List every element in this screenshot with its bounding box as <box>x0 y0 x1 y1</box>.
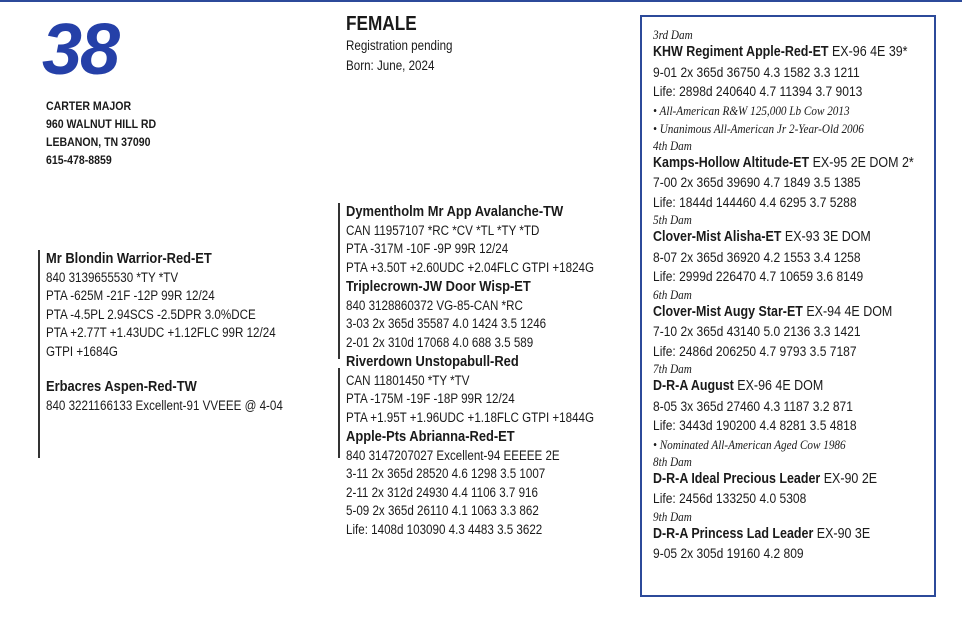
dam-entry-record: 8-05 3x 365d 27460 4.3 1187 3.2 871 <box>653 397 853 414</box>
dam-entry-classification: EX-90 3E <box>816 525 871 542</box>
dam-generation-label: 6th Dam <box>653 286 692 302</box>
dam-entry-5th <box>653 212 914 287</box>
animal-sex: FEMALE <box>346 13 417 35</box>
sire-line: PTA -625M -21F -12P 99R 12/24 <box>46 288 215 303</box>
pedigree-bracket-sire-side <box>338 203 340 359</box>
sire-name: Mr Blondin Warrior-Red-ET <box>46 250 212 267</box>
dam-entry-title <box>653 377 914 397</box>
dam-entry-record: 9-05 2x 305d 19160 4.2 809 <box>653 545 804 561</box>
dam-entry-title <box>653 525 914 545</box>
dam-generation-label: 4th Dam <box>653 137 692 153</box>
dam-entry-record: Life: 1844d 144460 4.4 6295 3.7 5288 <box>653 193 857 210</box>
dams-dam-line: Life: 1408d 103090 4.3 4483 3.5 3622 <box>346 521 543 537</box>
dam-entry-title <box>653 228 914 248</box>
pedigree-bracket-left <box>38 250 40 458</box>
dam-entry-name: D-R-A August <box>653 378 734 394</box>
sires-dam-line: 840 3128860372 VG-85-CAN *RC <box>346 297 523 313</box>
dams-dam-line: 5-09 2x 365d 26110 4.1 1063 3.3 862 <box>346 503 539 518</box>
dam-entry-6th <box>653 287 914 362</box>
dam-entry-honor: • All-American R&W 125,000 Lb Cow 2013 <box>653 102 850 118</box>
owner-name: CARTER MAJOR <box>46 99 132 113</box>
dam-entry-honor: • Nominated All-American Aged Cow 1986 <box>653 436 846 452</box>
sire-line: 840 3139655530 *TY *TV <box>46 269 179 285</box>
owner-address: 960 WALNUT HILL RD <box>46 117 157 131</box>
dam-line-box <box>640 15 936 597</box>
dam-generation-label: 5th Dam <box>653 212 692 227</box>
dam-generation-label: 3rd Dam <box>653 27 693 42</box>
dam-entry-name: Kamps-Hollow Altitude-ET <box>653 154 810 171</box>
dam-entry-title <box>653 470 914 490</box>
pedigree-bracket-dam-side <box>338 368 340 458</box>
dam-entry-classification: EX-96 4E DOM <box>737 378 824 394</box>
dams-sire-line: CAN 11801450 *TY *TV <box>346 372 470 388</box>
dam-entry-record: 8-07 2x 365d 36920 4.2 1553 3.4 1258 <box>653 248 861 265</box>
grandparents-column <box>346 202 594 539</box>
dams-sire-line: PTA +1.95T +1.96UDC +1.18FLC GTPI +1844G <box>346 409 595 425</box>
spacer <box>46 361 283 377</box>
dam-entry-classification: EX-90 2E <box>823 470 878 487</box>
dam-generation-label: 9th Dam <box>653 508 692 524</box>
dam-entry-record: Life: 2456d 133250 4.0 5308 <box>653 490 807 506</box>
dam-entry-record: 7-10 2x 365d 43140 5.0 2136 3.3 1421 <box>653 323 861 339</box>
registration-status: Registration pending <box>346 38 453 53</box>
sire-line: GTPI +1684G <box>46 343 118 359</box>
owner-block <box>46 97 156 169</box>
dams-dam-line: 2-11 2x 312d 24930 4.4 1106 3.7 916 <box>346 484 538 500</box>
dam-entry-title <box>653 154 914 174</box>
dam-entry-8th <box>653 454 914 509</box>
animal-header <box>346 12 453 76</box>
lot-number: 38 <box>42 10 119 90</box>
dam-entry-name: D-R-A Princess Lad Leader <box>653 525 814 542</box>
top-rule <box>0 0 962 2</box>
dam-entry-classification: EX-93 3E DOM <box>784 229 871 245</box>
dam-entry-record: Life: 2898d 240640 4.7 11394 3.7 9013 <box>653 83 863 99</box>
dams-dam-name: Apple-Pts Abrianna-Red-ET <box>346 428 515 445</box>
dam-generation-label: 8th Dam <box>653 453 692 469</box>
dam-line-list <box>653 27 914 564</box>
sires-dam-line: 2-01 2x 310d 17068 4.0 688 3.5 589 <box>346 334 534 350</box>
dam-entry-4th <box>653 138 914 213</box>
dam-entry-name: KHW Regiment Apple-Red-ET <box>653 44 829 60</box>
dam-entry-title <box>653 303 914 323</box>
dam-entry-honor: • Unanimous All-American Jr 2-Year-Old 2006 <box>653 120 864 136</box>
sires-dam-name: Triplecrown-JW Door Wisp-ET <box>346 278 531 295</box>
sires-sire-line: PTA +3.50T +2.60UDC +2.04FLC GTPI +1824G <box>346 259 595 275</box>
dam-entry-7th <box>653 361 914 454</box>
sires-sire-line: PTA -317M -10F -9P 99R 12/24 <box>346 241 509 256</box>
parents-column <box>46 249 283 415</box>
dam-name: Erbacres Aspen-Red-TW <box>46 378 197 395</box>
dam-entry-record: Life: 2999d 226470 4.7 10659 3.6 8149 <box>653 268 864 284</box>
dam-entry-record: Life: 3443d 190200 4.4 8281 3.5 4818 <box>653 417 857 433</box>
sires-sire-line: CAN 11957107 *RC *CV *TL *TY *TD <box>346 222 540 238</box>
owner-phone: 615-478-8859 <box>46 153 112 167</box>
dam-entry-classification: EX-95 2E DOM 2* <box>812 154 914 171</box>
dam-entry-record: Life: 2486d 206250 4.7 9793 3.5 7187 <box>653 342 857 359</box>
dam-entry-classification: EX-94 4E DOM <box>806 303 893 320</box>
owner-city: LEBANON, TN 37090 <box>46 135 151 149</box>
dam-entry-name: Clover-Mist Alisha-ET <box>653 229 782 245</box>
dam-entry-name: D-R-A Ideal Precious Leader <box>653 470 821 487</box>
dam-generation-label: 7th Dam <box>653 361 692 376</box>
birth-date: Born: June, 2024 <box>346 58 435 73</box>
dams-dam-line: 3-11 2x 365d 28520 4.6 1298 3.5 1007 <box>346 466 546 481</box>
dam-entry-name: Clover-Mist Augy Star-ET <box>653 303 803 320</box>
sire-line: PTA +2.77T +1.43UDC +1.12FLC 99R 12/24 <box>46 325 276 340</box>
sires-sire-name: Dymentholm Mr App Avalanche-TW <box>346 203 564 220</box>
dam-entry-classification: EX-96 4E 39* <box>831 44 908 60</box>
dams-sire-line: PTA -175M -19F -18P 99R 12/24 <box>346 391 515 406</box>
dam-entry-9th <box>653 509 914 564</box>
dam-entry-record: 7-00 2x 365d 39690 4.7 1849 3.5 1385 <box>653 174 861 190</box>
dams-sire-name: Riverdown Unstopabull-Red <box>346 353 519 370</box>
dam-line: 840 3221166133 Excellent-91 VVEEE @ 4-04 <box>46 397 283 413</box>
dam-entry-3rd <box>653 27 914 138</box>
sire-line: PTA -4.5PL 2.94SCS -2.5DPR 3.0%DCE <box>46 306 256 322</box>
sires-dam-line: 3-03 2x 365d 35587 4.0 1424 3.5 1246 <box>346 316 547 331</box>
dam-entry-title <box>653 43 914 63</box>
dams-dam-line: 840 3147207027 Excellent-94 EEEEE 2E <box>346 447 560 463</box>
dam-entry-record: 9-01 2x 365d 36750 4.3 1582 3.3 1211 <box>653 63 860 80</box>
